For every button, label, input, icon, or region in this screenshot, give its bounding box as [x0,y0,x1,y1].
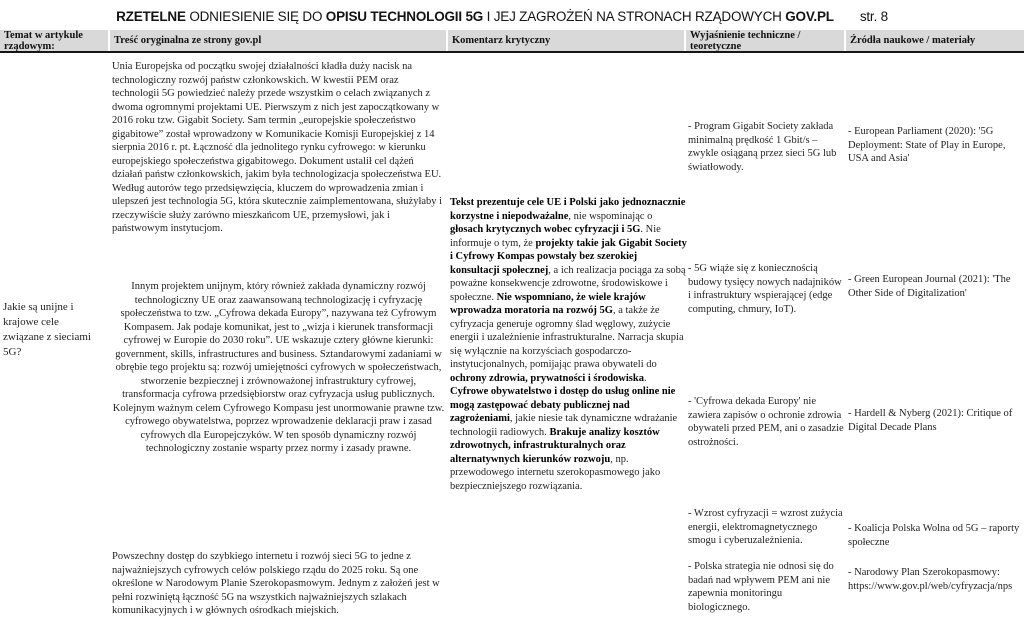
critical-commentary-cell: Tekst prezentuje cele UE i Polski jako jednoznacznie korzystne i niepodważalne, nie wspominając o głosach krytycznych wobec cyfryzacji i 5G. Nie informuje o tym, że projekty takie jak Gigabit Society i Cyfrowy Kompas powstały bez szerokiej konsultacji społecznej, a ich realizacja pociąga za sobą poważne konsekwencje zdrowotne, środowiskowe i społeczne. Nie wspomniano, że wiele krajów wprowadza moratoria na rozwój 5G, a także że cyfryzacja generuje ogromny ślad węglowy, zużycie energii i uzależnienie infrastrukturalne. Narracja skupia się wyłącznie na korzyściach gospodarczo-instytucjonalnych, pomijając prawa obywateli do ochrony zdrowia, prywatności i środowiska. Cyfrowe obywatelstwo i dostęp do usług online nie mogą zastępować debaty publicznej nad zagrożeniami, jakie niesie tak dynamiczne wdrażanie technologii radiowych. Brakuje analizy kosztów zdrowotnych, infrastrukturalnych oraz alternatywnych kierunków rozwoju, np. przewodowego internetu szerokopasmowego jako bezpieczniejszego rozwiązania. [450,197,687,492]
page-title [0,9,1004,24]
source-item: - Green European Journal (2021): 'The Other Side of Digitalization' [848,274,1011,299]
source-item: - European Parliament (2020): '5G Deployment: State of Play in Europe, USA and Asia' [848,126,1006,164]
source-item: - Narodowy Plan Szerokopasmowy: https://www.gov.pl/web/cyfryzacja/nps [848,567,1013,592]
technical-note: - Program Gigabit Society zakłada minimalną prędkość 1 Gbit/s – zwykle osiąganą przez sieci 5G lub światłowody. [688,121,837,173]
technical-note: - Wzrost cyfryzacji = wzrost zużycia energii, elektromagnetycznego smogu i cyberuzależnienia. [688,508,843,546]
original-content-paragraph-1: Unia Europejska od początku swojej działalności kładła duży nacisk na technologiczny rozwój państw członkowskich. W kwestii PEM oraz technologii 5G powiedzieć należy przede wszystkim o celach związanych z dwoma ogromnymi projektami UE. Pierwszym z nich jest zapoczątkowany w 2016 roku tzw. Gigabit Society. Sam termin „europejskie społeczeństwo gigabitowe” został wprowadzony w Komunikacie Komisji Europejskiej z 14 sierpnia 2016 r. pt. Łączność dla jednolitego rynku cyfrowego: w kierunku europejskiego społeczeństwa gigabitowego. Dokument ustalił cel dążeń działań państw członkowskich, jakim była technologizacja społeczeństwa EU. Według autorów tego przedsięwzięcia, kluczem do wprowadzenia zmian i ulepszeń jest technologia 5G, która skutecznie zaimplementowana, służyłaby i rzeczywiście służy zarówno mieszkańcom UE, przemysłowi, jak i państwowym instytucjom. [112,61,443,234]
table-header-row [0,30,1024,53]
technical-note: - Polska strategia nie odnosi się do badań nad wpływem PEM ani nie zapewnia monitoringu biologicznego. [688,561,834,613]
page-title-text: RZETELNE ODNIESIENIE SIĘ DO OPISU TECHNOLOGII 5G I JEJ ZAGROŻEŃ NA STRONACH RZĄDOWYCH GOV.PL [116,9,834,24]
original-content-paragraph-2: Innym projektem unijnym, który również zakłada dynamiczny rozwój technologiczny UE oraz zaawansowaną technologizację i cyfryzację społeczeństwa to tzw. „Cyfrowa dekada Europy”, nazywana też Cyfrowym Kompasem. Jak podaje komunikat, jest to „wizja i kierunek transformacji cyfrowej w Europie do 2030 roku”. UE wskazuje cztery główne kierunki: government, skills, infrastructures and business. Sztandarowymi zadaniami w obrębie tego projektu są: rozwój umiejętności cyfrowych w społeczeństwach, stworzenie bezpiecznej i zrównoważonej infrastruktury cyfrowej, transformacja cyfrowa przedsiębiorstw oraz cyfryzacja usług publicznych. Kolejnym ważnym celem Cyfrowego Kompasu jest unormowanie prawne tzw. cyfrowego obywatelstwa, poprzez wprowadzenie deklaracji praw i zasad cyfrowych dla Europejczyków. W ten sposób dynamiczny rozwój technologiczny zostanie wsparty przez normy i zasady prawne. [112,281,445,454]
topic-cell: Jakie są unijne i krajowe cele związane z sieciami 5G? [3,301,91,358]
header-scientific-sources: Źródła naukowe / materiały [850,35,976,46]
header-topic: Temat w artykule rządowym: [0,30,110,51]
header-critical-commentary: Komentarz krytyczny [448,30,686,51]
technical-note: - 'Cyfrowa dekada Europy' nie zawiera zapisów o ochronie zdrowia obywateli przed PEM, ani o zasadzie ostrożności. [688,396,844,448]
page-number: str. 8 [859,9,888,24]
source-item: - Koalicja Polska Wolna od 5G – raporty społeczne [848,523,1020,548]
original-content-paragraph-3: Powszechny dostęp do szybkiego internetu i rozwój sieci 5G to jedne z najważniejszych cyfrowych celów polskiego rządu do 2025 roku. Są one określone w Narodowym Planie Szerokopasmowym. Jednym z założeń jest w pełni rozwiniętą łączność 5G na wszystkich najważniejszych szlakach komunikacyjnych i w głównych ośrodkach miejskich. [112,551,440,616]
header-technical-explanation: Wyjaśnienie techniczne / teoretyczne [686,30,846,51]
technical-note: - 5G wiąże się z koniecznością budowy tysięcy nowych nadajników i infrastruktury wspierającej (edge computing, chmury, IoT). [688,263,842,315]
header-original-content: Treść oryginalna ze strony gov.pl [110,30,448,51]
source-item: - Hardell & Nyberg (2021): Critique of Digital Decade Plans [848,408,1013,433]
